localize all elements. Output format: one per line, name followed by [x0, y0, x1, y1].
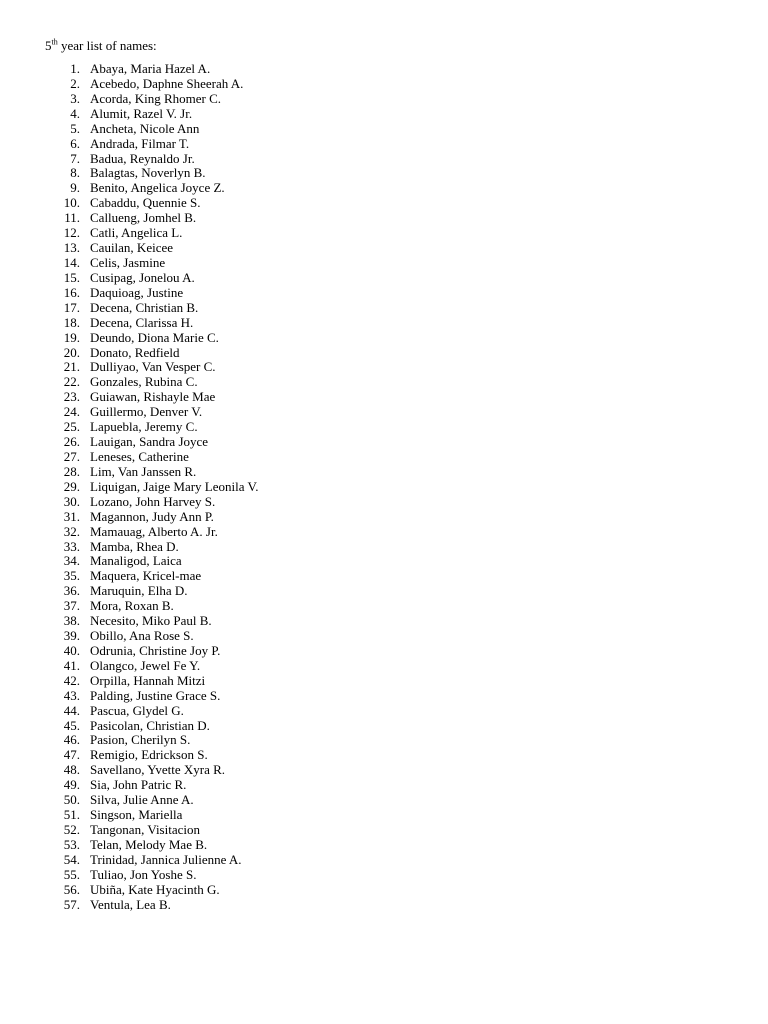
list-item-number: 23. [63, 389, 80, 405]
list-item-name: Orpilla, Hannah Mitzi [90, 672, 206, 688]
list-item-number: 56. [63, 881, 80, 897]
list-item-name: Mora, Roxan B. [90, 598, 174, 614]
list-item-number: 29. [63, 478, 80, 494]
list-item-number: 8. [70, 165, 80, 181]
list-item-number: 20. [63, 344, 80, 360]
list-item-name: Manaligod, Laica [90, 553, 182, 569]
list-item-number: 15. [63, 269, 80, 285]
list-item-number: 42. [63, 672, 80, 688]
list-item-number: 57. [63, 896, 80, 912]
list-item-name: Mamauag, Alberto A. Jr. [90, 523, 218, 539]
list-item-number: 54. [63, 851, 80, 867]
list-item-number: 17. [63, 299, 80, 315]
list-item-name: Magannon, Judy Ann P. [90, 508, 214, 524]
list-item-name: Odrunia, Christine Joy P. [90, 642, 221, 658]
list-item-name: Celis, Jasmine [90, 254, 166, 270]
list-item-number: 5. [70, 120, 80, 136]
list-item-number: 2. [70, 75, 80, 91]
list-item-name: Silva, Julie Anne A. [90, 792, 194, 808]
list-item-name: Catli, Angelica L. [90, 225, 183, 241]
list-item-number: 50. [63, 792, 80, 808]
list-item-number: 41. [63, 657, 80, 673]
list-item-number: 44. [63, 702, 80, 718]
list-item-name: Cabaddu, Quennie S. [90, 195, 201, 211]
list-item-number: 36. [63, 583, 80, 599]
list-item-number: 22. [63, 374, 80, 390]
list-item-number: 32. [63, 523, 80, 539]
list-item-number: 21. [63, 359, 80, 375]
heading-ordinal-suffix: th [51, 37, 58, 47]
list-item-name: Abaya, Maria Hazel A. [90, 61, 211, 76]
list-item-number: 38. [63, 613, 80, 629]
list-item-name: Andrada, Filmar T. [90, 135, 190, 151]
list-item-name: Lozano, John Harvey S. [90, 493, 216, 509]
list-item-name: Acebedo, Daphne Sheerah A. [90, 75, 244, 91]
list-item-number: 14. [63, 254, 80, 270]
list-item-name: Mamba, Rhea D. [90, 538, 179, 554]
list-item-name: Remigio, Edrickson S. [90, 747, 208, 763]
list-item-number: 1. [70, 61, 80, 76]
list-item-name: Tangonan, Visitacion [90, 822, 200, 838]
list-item-name: Maruquin, Elha D. [90, 583, 188, 599]
list-item-name: Maquera, Kricel-mae [90, 568, 202, 584]
list-item-number: 37. [63, 598, 80, 614]
list-item-name: Guiawan, Rishayle Mae [90, 389, 216, 405]
list-item-number: 16. [63, 284, 80, 300]
list-item-number: 33. [63, 538, 80, 554]
list-item-name: Trinidad, Jannica Julienne A. [90, 851, 242, 867]
list-item-number: 53. [63, 836, 80, 852]
heading-ordinal: 5 [45, 38, 52, 53]
list-item-name: Callueng, Jomhel B. [90, 210, 197, 226]
list-item-number: 24. [63, 404, 80, 420]
list-item-name: Singson, Mariella [90, 807, 183, 823]
list-item-number: 30. [63, 493, 80, 509]
list-item-name: Donato, Redfield [90, 344, 180, 360]
list-item-name: Balagtas, Noverlyn B. [90, 165, 206, 181]
list-item-name: Deundo, Diona Marie C. [90, 329, 219, 345]
list-item-number: 31. [63, 508, 80, 524]
list-item-name: Lim, Van Janssen R. [90, 463, 197, 479]
list-item-number: 49. [63, 777, 80, 793]
list-item-number: 7. [70, 150, 80, 166]
list-item-name: Necesito, Miko Paul B. [90, 613, 212, 629]
list-item-number: 13. [63, 240, 80, 256]
list-item-name: Ancheta, Nicole Ann [90, 120, 200, 136]
list-item-name: Decena, Clarissa H. [90, 314, 194, 330]
list-item-number: 18. [63, 314, 80, 330]
list-item-name: Tuliao, Jon Yoshe S. [90, 866, 197, 882]
list-item-number: 11. [64, 210, 80, 226]
list-item-name: Daquioag, Justine [90, 284, 184, 300]
list-item-name: Olangco, Jewel Fe Y. [90, 657, 201, 673]
list-item-name: Palding, Justine Grace S. [90, 687, 221, 703]
list-item-number: 43. [63, 687, 80, 703]
list-item-name: Ventula, Lea B. [90, 896, 171, 912]
list-item-number: 40. [63, 642, 80, 658]
list-item-name: Leneses, Catherine [90, 448, 189, 464]
list-item-name: Badua, Reynaldo Jr. [90, 150, 195, 166]
list-item-number: 51. [63, 807, 80, 823]
list-item-number: 39. [63, 628, 80, 644]
list-item-name: Savellano, Yvette Xyra R. [90, 762, 226, 778]
list-item-name: Ubiña, Kate Hyacinth G. [90, 881, 220, 897]
list-item-number: 12. [63, 225, 80, 241]
list-item-number: 4. [70, 105, 80, 121]
heading-text: year list of names: [57, 38, 157, 53]
list-item-number: 9. [70, 180, 80, 196]
list-item-name: Lauigan, Sandra Joyce [90, 434, 209, 450]
list-item-number: 10. [63, 195, 80, 211]
list-item-number: 28. [63, 463, 80, 479]
list-item-name: Liquigan, Jaige Mary Leonila V. [90, 478, 259, 494]
list-item-number: 34. [63, 553, 80, 569]
list-item-name: Sia, John Patric R. [90, 777, 187, 793]
list-item-number: 52. [63, 822, 80, 838]
list-item-number: 48. [63, 762, 80, 778]
list-item-number: 46. [63, 732, 80, 748]
list-item-name: Gonzales, Rubina C. [90, 374, 198, 390]
list-item-name: Telan, Melody Mae B. [90, 836, 208, 852]
list-item-number: 47. [63, 747, 80, 763]
list-item-name: Alumit, Razel V. Jr. [90, 105, 193, 121]
list-item-number: 25. [63, 419, 80, 435]
list-item-number: 27. [63, 448, 80, 464]
list-item-name: Guillermo, Denver V. [90, 404, 203, 420]
list-item-name: Pascua, Glydel G. [90, 702, 184, 718]
list-item-name: Cusipag, Jonelou A. [90, 269, 195, 285]
list-item-number: 26. [63, 434, 80, 450]
list-item-name: Obillo, Ana Rose S. [90, 628, 194, 644]
list-item-number: 45. [63, 717, 80, 733]
list-item-number: 6. [70, 135, 80, 151]
list-item-number: 35. [63, 568, 80, 584]
list-item-name: Pasicolan, Christian D. [90, 717, 210, 733]
list-item-name: Decena, Christian B. [90, 299, 199, 315]
list-item-name: Benito, Angelica Joyce Z. [90, 180, 225, 196]
list-item-name: Pasion, Cherilyn S. [90, 732, 191, 748]
list-item-name: Dulliyao, Van Vesper C. [90, 359, 216, 375]
list-item-name: Acorda, King Rhomer C. [90, 90, 222, 106]
list-item-number: 19. [63, 329, 80, 345]
list-heading [45, 38, 157, 54]
list-item-number: 3. [70, 90, 80, 106]
list-item-name: Cauilan, Keicee [90, 240, 174, 256]
list-item-number: 55. [63, 866, 80, 882]
list-item-name: Lapuebla, Jeremy C. [90, 419, 198, 435]
